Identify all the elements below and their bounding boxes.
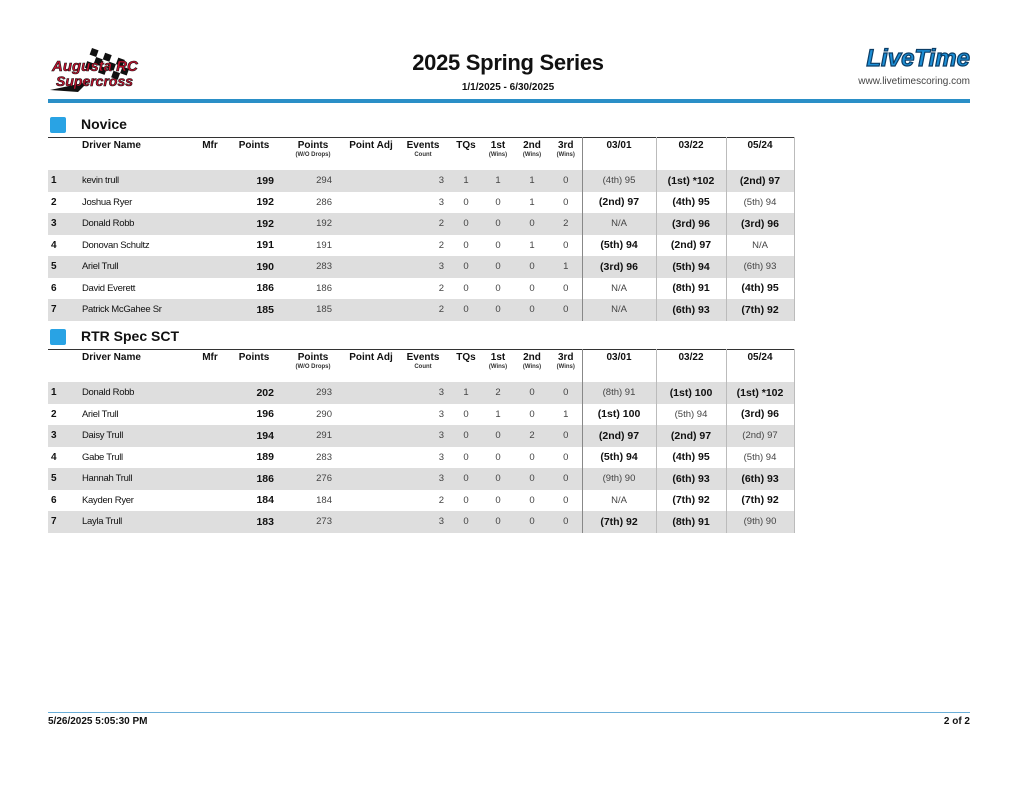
second-wins: 0	[514, 511, 550, 533]
tq-count: 0	[463, 451, 469, 463]
point-adjustment	[346, 490, 396, 512]
col-points: Points	[228, 350, 280, 383]
class-name: Novice	[81, 116, 127, 132]
third-wins: 0	[550, 447, 582, 469]
second-wins: 0	[529, 408, 535, 420]
table-row	[48, 490, 794, 512]
first-wins: 1	[482, 170, 514, 192]
col-3rd: 3rd (Wins)	[550, 350, 582, 383]
first-wins: 0	[482, 213, 514, 235]
week-0322-result: (7th) 92	[656, 490, 726, 512]
driver-name: Ariel Trull	[82, 408, 119, 420]
second-wins: 0	[529, 494, 535, 506]
week-0322-result: (4th) 95	[656, 447, 726, 469]
events-count: 3	[396, 170, 450, 192]
first-wins: 0	[482, 256, 514, 278]
point-adjustment	[346, 468, 396, 490]
points-without-drops: 293	[280, 382, 346, 404]
points-without-drops: 192	[280, 213, 346, 235]
week-0524-result: (6th) 93	[726, 256, 794, 278]
events-count: 3	[438, 196, 444, 208]
first-wins: 0	[495, 494, 501, 506]
point-adjustment	[346, 425, 396, 447]
tq-count: 0	[463, 239, 469, 251]
point-adjustment	[346, 192, 396, 214]
events-count: 3	[396, 425, 450, 447]
week-0301-result: N/A	[582, 490, 656, 512]
col-events: Events Count	[396, 138, 450, 171]
points-without-drops: 291	[280, 425, 346, 447]
driver-name: Joshua Ryer	[82, 196, 133, 208]
week-0524-result: (9th) 90	[726, 511, 794, 533]
manufacturer	[192, 490, 228, 512]
driver-name: Ariel Trull	[80, 256, 192, 278]
row-position: 6	[51, 282, 57, 294]
week-0524-result: (7th) 92	[726, 299, 794, 321]
points-without-drops: 273	[280, 511, 346, 533]
driver-name: Donald Robb	[80, 213, 192, 235]
col-week-0322: 03/22	[656, 138, 726, 171]
col-2nd: 2nd (Wins)	[514, 138, 550, 171]
third-wins: 0	[550, 278, 582, 300]
driver-name: David Everett	[82, 282, 136, 294]
row-position: 4	[51, 239, 57, 251]
points: 194	[228, 425, 280, 447]
week-0301-result: N/A	[582, 278, 656, 300]
points: 186	[228, 468, 280, 490]
svg-text:Supercross: Supercross	[56, 73, 134, 89]
week-0322-result: (6th) 93	[656, 468, 726, 490]
events-count: 3	[396, 256, 450, 278]
week-0322-result: (5th) 94	[656, 404, 726, 426]
tq-count: 0	[450, 425, 482, 447]
week-0322-result: (1st) *102	[656, 170, 726, 192]
week-0301-result: (2nd) 97	[582, 425, 656, 447]
points: 199	[228, 170, 280, 192]
points-without-drops: 286	[316, 196, 332, 208]
col-pos	[48, 138, 80, 171]
week-0524-result: (3rd) 96	[726, 404, 794, 426]
manufacturer	[192, 382, 228, 404]
events-count: 2	[438, 239, 444, 251]
table-row	[48, 256, 794, 278]
points-without-drops: 185	[280, 299, 346, 321]
footer-divider	[48, 712, 970, 713]
first-wins: 0	[482, 425, 514, 447]
week-0322-result: (6th) 93	[656, 299, 726, 321]
row-position: 2	[51, 196, 57, 208]
col-points-wod: Points (W/O Drops)	[280, 350, 346, 383]
col-week-0301: 03/01	[582, 138, 656, 171]
table-header-row	[48, 138, 794, 171]
week-0301-result: (5th) 94	[582, 447, 656, 469]
table-row	[48, 299, 794, 321]
week-0524-result: (2nd) 97	[726, 170, 794, 192]
point-adjustment	[346, 256, 396, 278]
print-timestamp: 5/26/2025 5:05:30 PM	[48, 716, 148, 727]
augusta-rc-logo	[48, 44, 140, 94]
second-wins: 1	[514, 170, 550, 192]
week-0301-result: N/A	[582, 299, 656, 321]
points: 189	[256, 451, 274, 464]
driver-name: Hannah Trull	[80, 468, 192, 490]
events-count: 2	[438, 282, 444, 294]
header-divider	[48, 99, 970, 103]
third-wins: 0	[550, 382, 582, 404]
website-url: www.livetimescoring.com	[858, 76, 970, 87]
row-position: 5	[48, 468, 80, 490]
week-0524-result: N/A	[726, 235, 794, 257]
points-without-drops: 294	[280, 170, 346, 192]
week-0301-result: (3rd) 96	[582, 256, 656, 278]
col-2nd: 2nd (Wins)	[514, 350, 550, 383]
row-position: 1	[48, 382, 80, 404]
point-adjustment	[346, 404, 396, 426]
week-0301-result: (4th) 95	[582, 170, 656, 192]
svg-text:LiveTime: LiveTime	[866, 45, 970, 72]
manufacturer	[192, 192, 228, 214]
row-position: 7	[48, 511, 80, 533]
tq-count: 0	[450, 213, 482, 235]
col-point-adj: Point Adj	[346, 138, 396, 171]
manufacturer	[192, 447, 228, 469]
col-events: Events Count	[396, 350, 450, 383]
point-adjustment	[346, 299, 396, 321]
manufacturer	[192, 256, 228, 278]
second-wins: 1	[529, 239, 535, 251]
tq-count: 0	[463, 282, 469, 294]
table-row	[48, 425, 794, 447]
driver-name: Layla Trull	[80, 511, 192, 533]
week-0301-result: N/A	[582, 213, 656, 235]
driver-name: Donald Robb	[80, 382, 192, 404]
week-0301-result: (7th) 92	[582, 511, 656, 533]
col-week-0301: 03/01	[582, 350, 656, 383]
week-0322-result: (4th) 95	[656, 192, 726, 214]
week-0524-result: (3rd) 96	[726, 213, 794, 235]
svg-text:Augusta RC: Augusta RC	[52, 58, 138, 75]
second-wins: 0	[514, 256, 550, 278]
tq-count: 0	[463, 196, 469, 208]
third-wins: 0	[550, 235, 582, 257]
point-adjustment	[346, 511, 396, 533]
third-wins: 0	[550, 192, 582, 214]
points: 192	[256, 196, 274, 209]
table-row	[48, 278, 794, 300]
col-mfr: Mfr	[192, 350, 228, 383]
col-point-adj: Point Adj	[346, 350, 396, 383]
events-count: 3	[396, 511, 450, 533]
first-wins: 2	[482, 382, 514, 404]
third-wins: 1	[550, 256, 582, 278]
week-0322-result: (2nd) 97	[656, 235, 726, 257]
row-position: 4	[51, 451, 57, 463]
col-tqs: TQs	[450, 138, 482, 171]
manufacturer	[192, 511, 228, 533]
tq-count: 0	[463, 408, 469, 420]
table-row	[48, 468, 794, 490]
col-week-0322: 03/22	[656, 350, 726, 383]
manufacturer	[192, 170, 228, 192]
week-0322-result: (2nd) 97	[656, 425, 726, 447]
table-row	[48, 382, 794, 404]
week-0301-result: (2nd) 97	[582, 192, 656, 214]
page-number: 2 of 2	[943, 716, 970, 727]
first-wins: 0	[495, 239, 501, 251]
col-points-wod: Points (W/O Drops)	[280, 138, 346, 171]
week-0322-result: (3rd) 96	[656, 213, 726, 235]
week-0301-result: (5th) 94	[582, 235, 656, 257]
point-adjustment	[346, 170, 396, 192]
week-0524-result: (5th) 94	[726, 192, 794, 214]
tq-count: 1	[450, 170, 482, 192]
points: 196	[256, 408, 274, 421]
second-wins: 1	[529, 196, 535, 208]
driver-name: Donovan Schultz	[82, 239, 150, 251]
tq-count: 0	[450, 299, 482, 321]
third-wins: 0	[550, 170, 582, 192]
third-wins: 0	[550, 511, 582, 533]
page-title: 2025 Spring Series	[412, 50, 604, 75]
week-0322-result: (5th) 94	[656, 256, 726, 278]
second-wins: 0	[514, 468, 550, 490]
manufacturer	[192, 213, 228, 235]
class-name: RTR Spec SCT	[81, 328, 180, 344]
events-count: 3	[396, 468, 450, 490]
first-wins: 0	[482, 468, 514, 490]
points: 192	[228, 213, 280, 235]
driver-name: kevin trull	[80, 170, 192, 192]
manufacturer	[192, 404, 228, 426]
manufacturer	[192, 299, 228, 321]
manufacturer	[192, 468, 228, 490]
second-wins: 2	[514, 425, 550, 447]
row-position: 7	[48, 299, 80, 321]
first-wins: 1	[495, 408, 501, 420]
point-adjustment	[346, 382, 396, 404]
week-0322-result: (8th) 91	[656, 511, 726, 533]
points: 183	[228, 511, 280, 533]
events-count: 2	[396, 299, 450, 321]
col-driver: Driver Name	[80, 138, 192, 171]
second-wins: 0	[529, 282, 535, 294]
third-wins: 0	[550, 299, 582, 321]
point-adjustment	[346, 278, 396, 300]
first-wins: 0	[482, 511, 514, 533]
col-week-0524: 05/24	[726, 138, 794, 171]
col-3rd: 3rd (Wins)	[550, 138, 582, 171]
points-without-drops: 276	[280, 468, 346, 490]
second-wins: 0	[529, 451, 535, 463]
manufacturer	[192, 278, 228, 300]
table-row	[48, 447, 794, 469]
week-0524-result: (4th) 95	[726, 278, 794, 300]
standings-table	[48, 349, 795, 533]
driver-name: Daisy Trull	[80, 425, 192, 447]
row-position: 5	[48, 256, 80, 278]
table-row	[48, 213, 794, 235]
table-header-row	[48, 350, 794, 383]
first-wins: 0	[495, 451, 501, 463]
col-points: Points	[228, 138, 280, 171]
tq-count: 0	[450, 511, 482, 533]
tq-count: 0	[463, 494, 469, 506]
points: 184	[256, 494, 274, 507]
date-range: 1/1/2025 - 6/30/2025	[461, 82, 555, 93]
driver-name: Kayden Ryer	[82, 494, 134, 506]
third-wins: 0	[550, 468, 582, 490]
col-week-0524: 05/24	[726, 350, 794, 383]
week-0301-result: (8th) 91	[582, 382, 656, 404]
tq-count: 1	[450, 382, 482, 404]
first-wins: 0	[495, 196, 501, 208]
col-driver: Driver Name	[80, 350, 192, 383]
standings-table	[48, 137, 795, 321]
row-position: 2	[51, 408, 57, 420]
points-without-drops: 283	[280, 256, 346, 278]
events-count: 3	[438, 451, 444, 463]
points-without-drops: 184	[316, 494, 332, 506]
week-0301-result: (9th) 90	[582, 468, 656, 490]
week-0524-result: (5th) 94	[726, 447, 794, 469]
events-count: 3	[438, 408, 444, 420]
driver-name: Patrick McGahee Sr	[80, 299, 192, 321]
week-0524-result: (1st) *102	[726, 382, 794, 404]
tq-count: 0	[450, 256, 482, 278]
second-wins: 0	[514, 299, 550, 321]
week-0322-result: (1st) 100	[656, 382, 726, 404]
points: 202	[228, 382, 280, 404]
first-wins: 0	[495, 282, 501, 294]
week-0524-result: (2nd) 97	[726, 425, 794, 447]
week-0322-result: (8th) 91	[656, 278, 726, 300]
third-wins: 2	[550, 213, 582, 235]
point-adjustment	[346, 235, 396, 257]
points-without-drops: 290	[316, 408, 332, 420]
table-row	[48, 404, 794, 426]
points-without-drops: 191	[316, 239, 332, 251]
class-marker-icon	[50, 329, 66, 345]
table-row	[48, 511, 794, 533]
class-marker-icon	[50, 117, 66, 133]
events-count: 2	[438, 494, 444, 506]
points-without-drops: 283	[316, 451, 332, 463]
week-0524-result: (6th) 93	[726, 468, 794, 490]
livetime-logo	[836, 44, 972, 72]
table-row	[48, 170, 794, 192]
points-without-drops: 186	[316, 282, 332, 294]
driver-name: Gabe Trull	[82, 451, 123, 463]
row-position: 6	[51, 494, 57, 506]
col-mfr: Mfr	[192, 138, 228, 171]
row-position: 1	[48, 170, 80, 192]
col-1st: 1st (Wins)	[482, 138, 514, 171]
table-row	[48, 235, 794, 257]
points: 190	[228, 256, 280, 278]
point-adjustment	[346, 447, 396, 469]
col-tqs: TQs	[450, 350, 482, 383]
first-wins: 0	[482, 299, 514, 321]
events-count: 2	[396, 213, 450, 235]
second-wins: 0	[514, 213, 550, 235]
col-pos	[48, 350, 80, 383]
week-0301-result: (1st) 100	[582, 404, 656, 426]
manufacturer	[192, 425, 228, 447]
points: 186	[256, 282, 274, 295]
third-wins: 0	[550, 425, 582, 447]
second-wins: 0	[514, 382, 550, 404]
table-row	[48, 192, 794, 214]
point-adjustment	[346, 213, 396, 235]
tq-count: 0	[450, 468, 482, 490]
third-wins: 1	[550, 404, 582, 426]
third-wins: 0	[550, 490, 582, 512]
row-position: 3	[48, 425, 80, 447]
col-1st: 1st (Wins)	[482, 350, 514, 383]
checkered-flag-icon	[48, 44, 140, 94]
points: 191	[256, 239, 274, 252]
week-0524-result: (7th) 92	[726, 490, 794, 512]
points: 185	[228, 299, 280, 321]
row-position: 3	[48, 213, 80, 235]
events-count: 3	[396, 382, 450, 404]
manufacturer	[192, 235, 228, 257]
